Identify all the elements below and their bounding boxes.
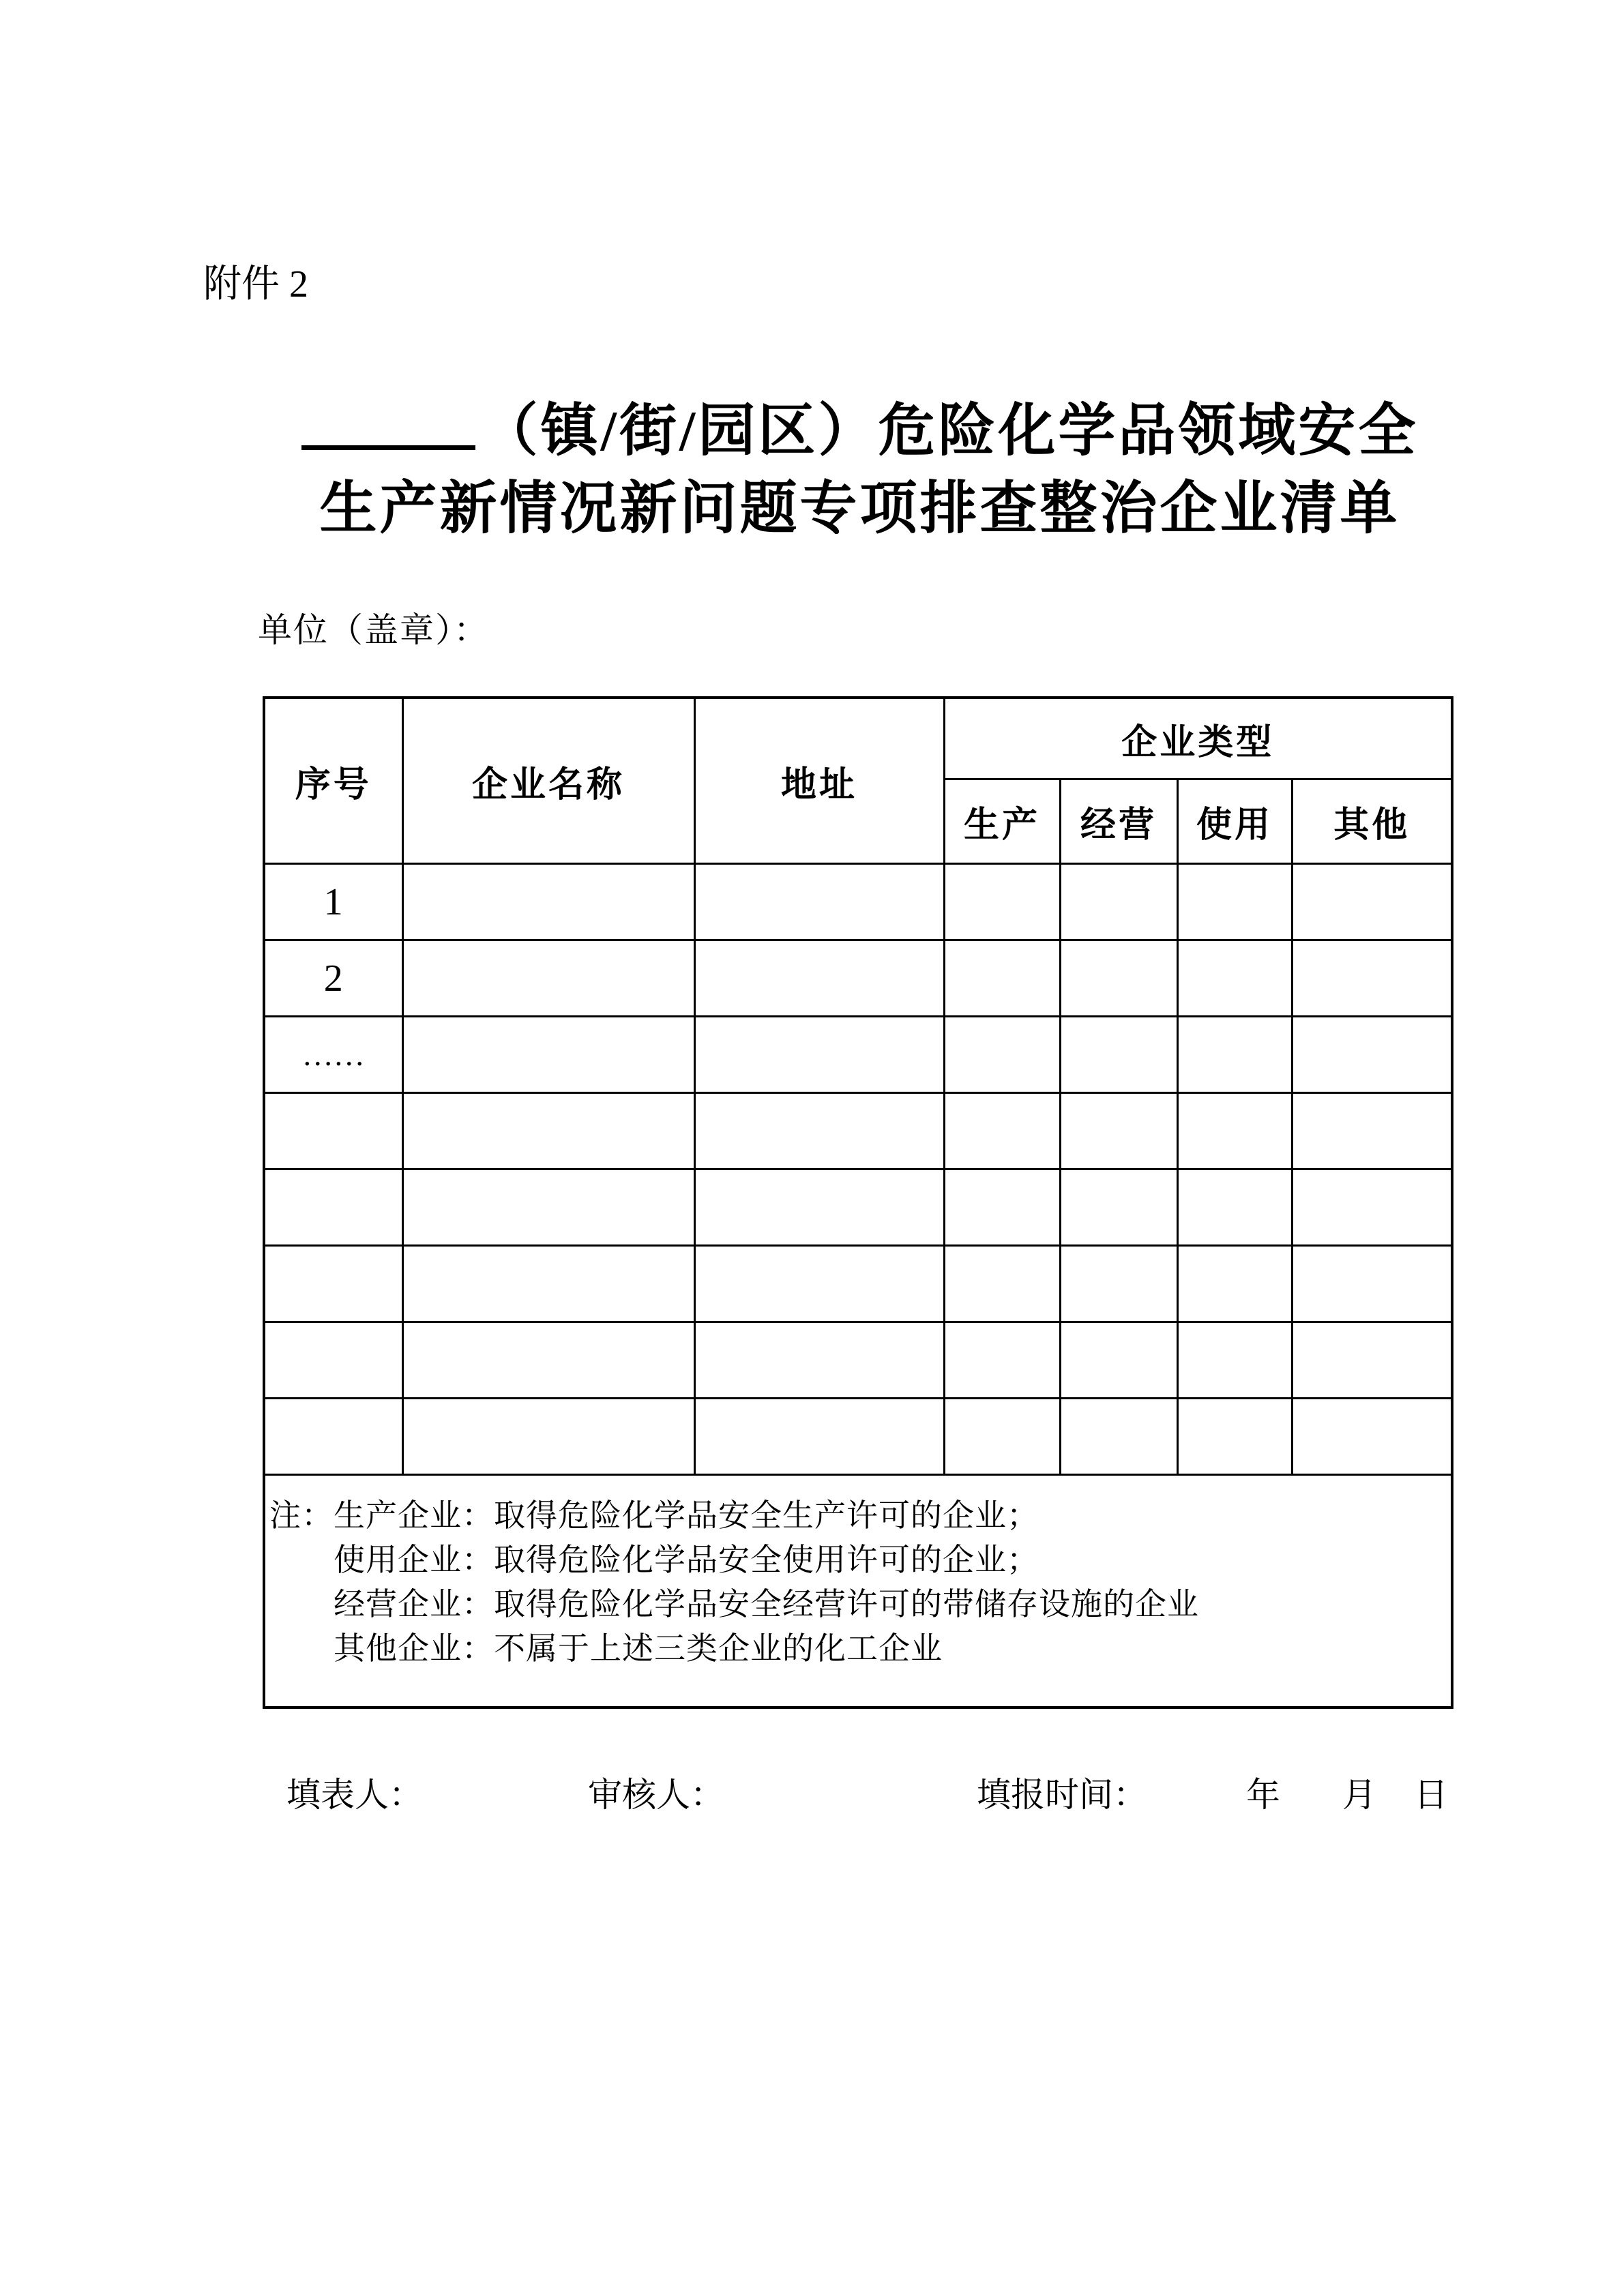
type-production-cell xyxy=(944,864,1060,940)
type-operation-cell xyxy=(1060,1246,1177,1322)
header-type-use: 使用 xyxy=(1177,779,1292,864)
enterprise-list-table xyxy=(263,696,1453,1709)
note-items xyxy=(334,1493,1444,1671)
company-name-cell xyxy=(402,1246,694,1322)
row-index-cell xyxy=(264,1399,402,1475)
type-use-cell xyxy=(1177,1322,1292,1399)
note-line-production: 生产企业：取得危险化学品安全生产许可的企业； xyxy=(334,1498,1039,1533)
table-note-row xyxy=(264,1475,1452,1708)
month-label: 月 xyxy=(1342,1776,1376,1814)
type-use-cell xyxy=(1177,1399,1292,1475)
table-row xyxy=(264,864,1452,940)
company-name-cell xyxy=(402,1093,694,1169)
address-cell xyxy=(694,1093,944,1169)
title-line-1-text: （镇/街/园区）危险化学品领域安全 xyxy=(480,400,1419,463)
form-footer xyxy=(0,1768,1624,1815)
type-use-cell xyxy=(1177,1017,1292,1093)
type-production-cell xyxy=(944,1093,1060,1169)
company-name-cell xyxy=(402,1322,694,1399)
table-row xyxy=(264,940,1452,1017)
address-cell xyxy=(694,1322,944,1399)
company-name-cell xyxy=(402,940,694,1017)
address-cell xyxy=(694,1017,944,1093)
table-row xyxy=(264,1322,1452,1399)
header-enterprise-type-group: 企业类型 xyxy=(944,698,1452,779)
header-address: 地址 xyxy=(694,698,944,864)
note-cell xyxy=(264,1475,1452,1708)
type-production-cell xyxy=(944,1169,1060,1246)
type-operation-cell xyxy=(1060,1399,1177,1475)
address-cell xyxy=(694,940,944,1017)
type-use-cell xyxy=(1177,940,1292,1017)
note-block xyxy=(265,1476,1451,1671)
row-index-cell: 1 xyxy=(264,864,402,940)
row-index-cell xyxy=(264,1169,402,1246)
attachment-label: 附件 2 xyxy=(203,263,308,305)
type-use-cell xyxy=(1177,1093,1292,1169)
type-production-cell xyxy=(944,940,1060,1017)
type-operation-cell xyxy=(1060,940,1177,1017)
table-row xyxy=(264,1169,1452,1246)
row-index-cell xyxy=(264,1246,402,1322)
header-index: 序号 xyxy=(264,698,402,864)
type-operation-cell xyxy=(1060,1169,1177,1246)
type-other-cell xyxy=(1292,940,1452,1017)
address-cell xyxy=(694,864,944,940)
type-operation-cell xyxy=(1060,1017,1177,1093)
header-type-production: 生产 xyxy=(944,779,1060,864)
type-other-cell xyxy=(1292,1093,1452,1169)
note-line-operation: 经营企业：取得危险化学品安全经营许可的带储存设施的企业 xyxy=(334,1587,1199,1622)
type-other-cell xyxy=(1292,1169,1452,1246)
type-other-cell xyxy=(1292,1399,1452,1475)
type-operation-cell xyxy=(1060,1322,1177,1399)
table-row xyxy=(264,1017,1452,1093)
report-time-label: 填报时间： xyxy=(977,1776,1147,1814)
type-production-cell xyxy=(944,1399,1060,1475)
type-use-cell xyxy=(1177,1246,1292,1322)
address-cell xyxy=(694,1246,944,1322)
note-line-use: 使用企业：取得危险化学品安全使用许可的企业； xyxy=(334,1542,1039,1577)
table-row xyxy=(264,1399,1452,1475)
type-other-cell xyxy=(1292,1322,1452,1399)
filled-by-label: 填表人： xyxy=(286,1776,423,1814)
row-index-cell: …… xyxy=(264,1017,402,1093)
company-name-cell xyxy=(402,1169,694,1246)
blank-underline xyxy=(301,445,475,450)
table-row xyxy=(264,1093,1452,1169)
type-production-cell xyxy=(944,1322,1060,1399)
type-production-cell xyxy=(944,1246,1060,1322)
reviewed-by-label: 审核人： xyxy=(588,1776,724,1814)
header-type-other: 其他 xyxy=(1292,779,1452,864)
company-name-cell xyxy=(402,1017,694,1093)
document-title xyxy=(95,393,1624,548)
table-row xyxy=(264,1246,1452,1322)
header-company-name: 企业名称 xyxy=(402,698,694,864)
unit-seal-label: 单位（盖章）： xyxy=(258,611,489,649)
year-label: 年 xyxy=(1246,1776,1280,1814)
type-operation-cell xyxy=(1060,1093,1177,1169)
company-name-cell xyxy=(402,864,694,940)
note-line-other: 其他企业：不属于上述三类企业的化工企业 xyxy=(334,1631,943,1666)
company-name-cell xyxy=(402,1399,694,1475)
type-other-cell xyxy=(1292,1017,1452,1093)
address-cell xyxy=(694,1399,944,1475)
row-index-cell xyxy=(264,1093,402,1169)
type-other-cell xyxy=(1292,1246,1452,1322)
address-cell xyxy=(694,1169,944,1246)
row-index-cell xyxy=(264,1322,402,1399)
type-use-cell xyxy=(1177,1169,1292,1246)
day-label: 日 xyxy=(1414,1776,1448,1814)
title-line-1 xyxy=(95,393,1624,471)
type-use-cell xyxy=(1177,864,1292,940)
table-header-row-top xyxy=(264,698,1452,779)
title-line-2: 生产新情况新问题专项排查整治企业清单 xyxy=(319,477,1400,541)
type-operation-cell xyxy=(1060,864,1177,940)
type-other-cell xyxy=(1292,864,1452,940)
type-production-cell xyxy=(944,1017,1060,1093)
note-label: 注： xyxy=(269,1498,334,1533)
header-type-operation: 经营 xyxy=(1060,779,1177,864)
row-index-cell: 2 xyxy=(264,940,402,1017)
